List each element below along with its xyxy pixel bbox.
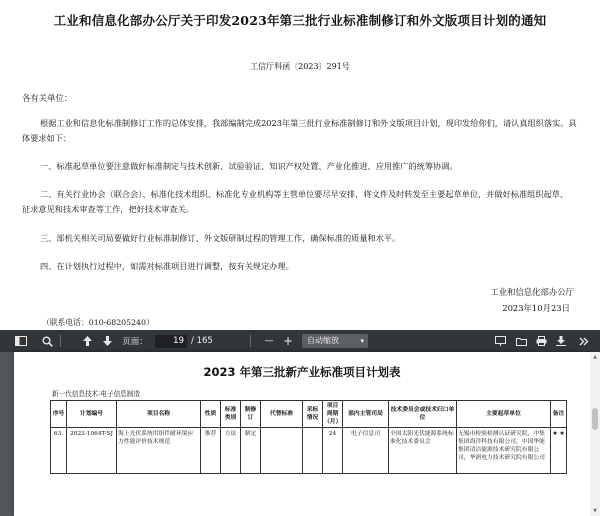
zoom-in-button[interactable]: +: [282, 334, 294, 348]
item-2-line2: 征求意见和技术审查等工作，把好技术审查关。: [22, 204, 194, 214]
cell-committee: 全国太阳光伏能源系统标准化技术委员会: [389, 428, 457, 474]
column-header: 主要起草单位: [457, 401, 551, 428]
zoom-select-value: 自动缩放: [307, 336, 339, 345]
zoom-out-button[interactable]: —: [264, 336, 274, 346]
pdf-toolbar: [0, 330, 600, 352]
item-2-line1: 二、有关行业协会（联合会）、标准化技术组织、标准化专业机构等主管单位要尽早安排，将文件及时转发至主要起草单位，并做好标准组织起草、: [40, 189, 569, 199]
column-header: 性质: [201, 401, 221, 428]
cell-standard-category: 方法: [221, 428, 241, 474]
pdf-page: [14, 352, 590, 516]
arrow-up-icon: [83, 336, 92, 346]
column-header: 计划编号: [67, 401, 117, 428]
zoom-select[interactable]: [302, 334, 368, 348]
sidebar-toggle-icon: [15, 336, 27, 346]
table-header-row: [51, 401, 567, 428]
search-icon: [42, 336, 53, 347]
cell-replaced-standard: [261, 428, 303, 474]
cell-drafters: 无锡市检验检测认证研究院，中集集团海洋科技有限公司，中国华能集团清洁能源技术研究院有限公司，华润电力技术研究院有限公司: [457, 428, 551, 474]
cell-department: 电子信息司: [343, 428, 389, 474]
cell-nature: 推荐: [201, 428, 221, 474]
tools-menu-button[interactable]: [576, 330, 592, 352]
pdf-viewer: [0, 330, 600, 516]
download-button[interactable]: [553, 330, 569, 352]
cell-seq: 63.: [51, 428, 67, 474]
presentation-icon: [495, 336, 506, 346]
column-header: 序号: [51, 401, 67, 428]
scroll-down-icon[interactable]: ▼: [593, 508, 597, 514]
print-icon: [536, 336, 547, 346]
column-header: 采标情况: [303, 401, 323, 428]
column-header: 代替标准: [261, 401, 303, 428]
column-header: 部内主管司局: [343, 401, 389, 428]
previous-page-button[interactable]: [79, 330, 95, 352]
next-page-button[interactable]: [99, 330, 115, 352]
cell-project-name: 海上光伏系统用组件耐环境应力性能评价技术规范: [117, 428, 201, 474]
scroll-up-icon[interactable]: ▲: [593, 354, 597, 360]
toolbar-separator: [60, 335, 61, 347]
column-header: 制修订: [241, 401, 261, 428]
column-header: 标准类别: [221, 401, 241, 428]
column-header: 备注: [551, 401, 567, 428]
plan-table: [50, 400, 567, 474]
plan-category: 新一代信息技术-电子信息制造: [52, 390, 140, 398]
sidebar-toggle-button[interactable]: [12, 330, 30, 352]
folder-icon: [516, 337, 527, 346]
double-chevron-right-icon: [579, 337, 589, 346]
contact-phone: （联系电话：010-68205240）: [42, 318, 154, 327]
plan-table-title: 2023 年第三批新产业标准项目计划表: [203, 365, 401, 379]
toolbar-separator: [250, 335, 251, 347]
page-count: / 165: [191, 336, 213, 346]
item-4: 四、在计划执行过程中，如需对标准项目进行调整，按有关规定办理。: [40, 261, 294, 271]
cell-plan-number: 2023-1064T-SJ: [67, 428, 117, 474]
page-number-input[interactable]: 19: [155, 335, 187, 348]
item-3: 三、部机关相关司局要做好行业标准制修订、外文版研制过程的管理工作，确保标准的质量和水平。: [40, 233, 401, 243]
print-button[interactable]: [533, 330, 549, 352]
page-label: 页面：: [122, 337, 148, 347]
column-header: 项目周期（月）: [323, 401, 343, 428]
item-1: 一、标准起草单位要注意做好标准制定与技术创新、试验验证、知识产权处置、产业化推进、应用推广的统筹协调。: [40, 161, 458, 171]
cell-revision: 制定: [241, 428, 261, 474]
addressee: 各有关单位：: [22, 93, 73, 103]
cell-period: 24: [323, 428, 343, 474]
presentation-mode-button[interactable]: [492, 330, 508, 352]
column-header: 项目名称: [117, 401, 201, 428]
cell-adoption: [303, 428, 323, 474]
chevron-down-icon: ▾: [360, 337, 364, 345]
signature: 工业和信息化部办公厅: [490, 287, 574, 297]
column-header: 技术委员会或技术归口单位: [389, 401, 457, 428]
find-button[interactable]: [38, 330, 56, 352]
issue-date: 2023年10月23日: [502, 303, 570, 313]
document-number: 工信厅科函〔2023〕291号: [250, 62, 350, 71]
open-file-button[interactable]: [513, 330, 529, 352]
table-row: [51, 428, 567, 474]
vertical-scrollbar[interactable]: [590, 352, 600, 516]
cell-remark: ★ ★: [551, 428, 567, 474]
scrollbar-thumb[interactable]: [592, 408, 598, 430]
intro-paragraph-line2: 体要求如下：: [22, 133, 72, 143]
download-icon: [556, 336, 566, 346]
arrow-down-icon: [103, 336, 112, 346]
intro-paragraph-line1: 根据工业和信息化标准制修订工作的总体安排，我部编制完成2023年第三批行业标准制修订和外文版项目计划，现印发给你们，请认真组织落实。具: [40, 118, 577, 128]
notice-title: 工业和信息化部办公厅关于印发2023年第三批行业标准制修订和外文版项目计划的通知: [53, 13, 547, 28]
